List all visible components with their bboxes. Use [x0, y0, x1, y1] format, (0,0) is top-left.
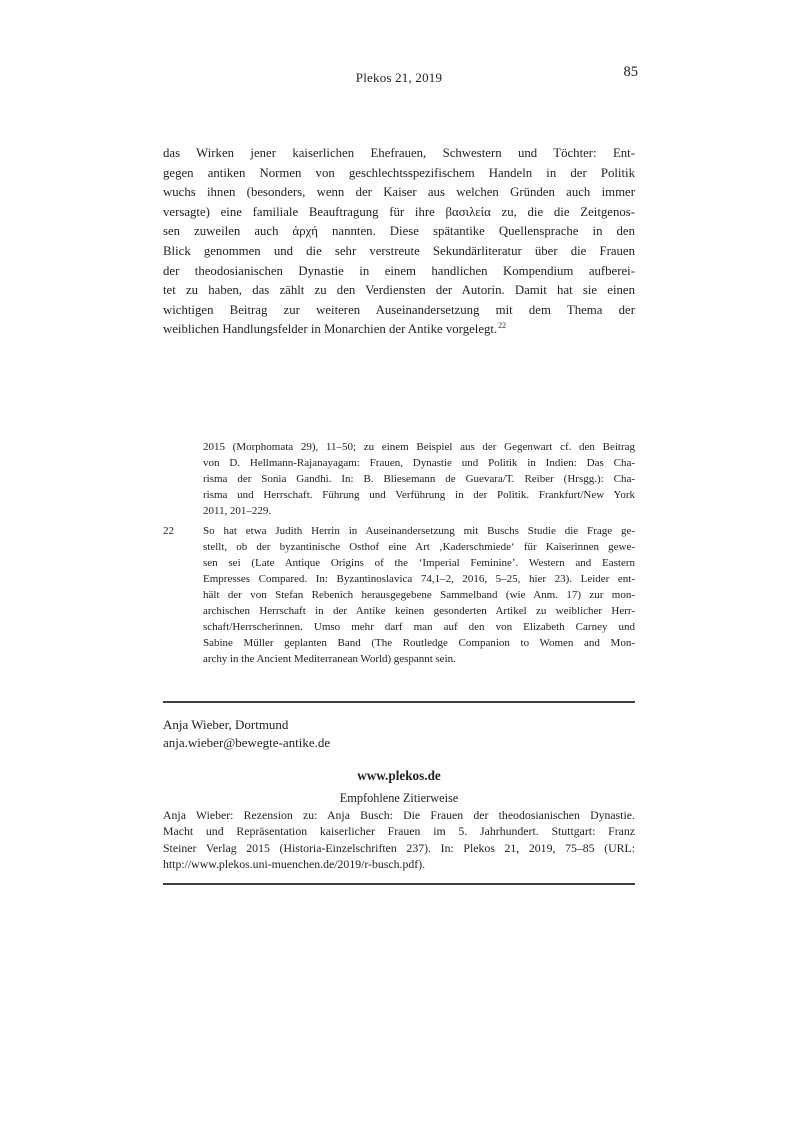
text-line: wuchs ihnen (besonders, wenn der Kaiser aus welchen Gründen auch immer	[163, 185, 635, 200]
text-line: der theodosianischen Dynastie in einem handlichen Kompendium aufberei-	[163, 263, 635, 278]
author-name: Anja Wieber, Dortmund	[163, 717, 289, 732]
text-line: von D. Hellmann-Rajanayagam: Frauen, Dynastie und Politik in Indien: Das Cha-	[203, 457, 635, 469]
text-line: 2015 (Morphomata 29), 11–50; zu einem Beispiel aus der Gegenwart cf. den Beitrag	[203, 441, 635, 453]
text-line: http://www.plekos.uni-muenchen.de/2019/r-busch.pdf).	[163, 856, 426, 871]
author-email: anja.wieber@bewegte-antike.de	[163, 734, 331, 750]
text-line: Macht und Repräsentation kaiserlicher Frauen im 5. Jahrhundert. Stuttgart: Franz	[163, 824, 635, 839]
text-line: archy in the Ancient Mediterranean World) gespannt sein.	[203, 653, 456, 665]
separator-rule-bottom	[163, 883, 635, 885]
separator-rule-top	[163, 701, 635, 703]
citation-text	[163, 807, 635, 872]
footnote-ref-22: 22	[498, 321, 507, 331]
running-title: Plekos 21, 2019	[355, 70, 443, 85]
text-line: risma der Sonia Gandhi. In: B. Bliesemann de Guevara/T. Reiber (Hrsgg.): Cha-	[203, 473, 635, 485]
text-line: Anja Wieber: Rezension zu: Anja Busch: Die Frauen der theodosianischen Dynastie.	[163, 808, 635, 822]
text-line: wichtigen Beitrag zur weiteren Auseinandersetzung mit dem Thema der	[163, 302, 635, 317]
text-line: versagte) eine familiale Beauftragung für ihre βασιλεία zu, die die Zeitgenos-	[163, 204, 635, 219]
citation-heading: Empfohlene Zitierweise	[339, 791, 459, 805]
footnote-continuation	[203, 439, 635, 519]
text-line: 2011, 201–229.	[203, 505, 272, 517]
footnote-22-number: 22	[163, 525, 174, 537]
page-number: 85	[623, 64, 638, 80]
text-line: schaft/Herrscherinnen. Umso mehr darf man auf den von Elizabeth Carney und	[203, 621, 635, 633]
text-line: Empresses Compared. In: Byzantinoslavica 74,1–2, 2016, 5–25, hier 23). Leider ent-	[203, 573, 635, 585]
text-line: tet zu haben, das zählt zu den Verdiensten der Autorin. Damit hat sie einen	[163, 283, 635, 298]
main-paragraph	[163, 144, 635, 340]
main-paragraph-last-text: weiblichen Handlungsfelder in Monarchien der Antike vorgelegt.	[163, 322, 498, 337]
text-line: Blick genommen und die sehr verstreute Sekundärliteratur über die Frauen	[163, 243, 635, 258]
text-line: archischen Herrschaft in der Antike keinen gesonderten Artikel zu weiblicher Herr-	[203, 605, 635, 617]
website-url: www.plekos.de	[357, 768, 441, 783]
signature-block	[163, 716, 635, 751]
text-line: hält der von Stefan Rebenich herausgegebene Sammelband (wie Anm. 17) zur mon-	[203, 589, 635, 601]
text-line: das Wirken jener kaiserlichen Ehefrauen, Schwestern und Töchter: Ent-	[163, 146, 635, 160]
footnote-22-text	[203, 523, 635, 667]
text-line: sen sei (Late Antique Origins of the ‘Imperial Feminine’. Western and Eastern	[203, 557, 635, 569]
main-paragraph-last-line	[163, 320, 635, 340]
text-line: So hat etwa Judith Herrin in Auseinandersetzung mit Buschs Studie die Frage ge-	[203, 525, 635, 537]
text-line: stellt, ob der byzantinische Osthof eine Art ‚Kaderschmiede‘ für Kaiserinnen gewe-	[203, 541, 635, 553]
main-paragraph-lines	[163, 144, 635, 320]
text-line: sen zuweilen auch ἀρχή nannten. Diese spätantike Quellensprache in den	[163, 224, 635, 239]
footnote-22	[163, 523, 635, 667]
text-line: risma und Herrschaft. Führung und Verführung in der Politik. Frankfurt/New York	[203, 489, 635, 501]
text-line: Steiner Verlag 2015 (Historia-Einzelschriften 237). In: Plekos 21, 2019, 75–85 (URL:	[163, 840, 635, 855]
text-line: gegen antiken Normen von geschlechtsspezifischem Handeln in der Politik	[163, 165, 635, 180]
text-line: Sabine Müller geplanten Band (The Routledge Companion to Women and Mon-	[203, 637, 635, 649]
